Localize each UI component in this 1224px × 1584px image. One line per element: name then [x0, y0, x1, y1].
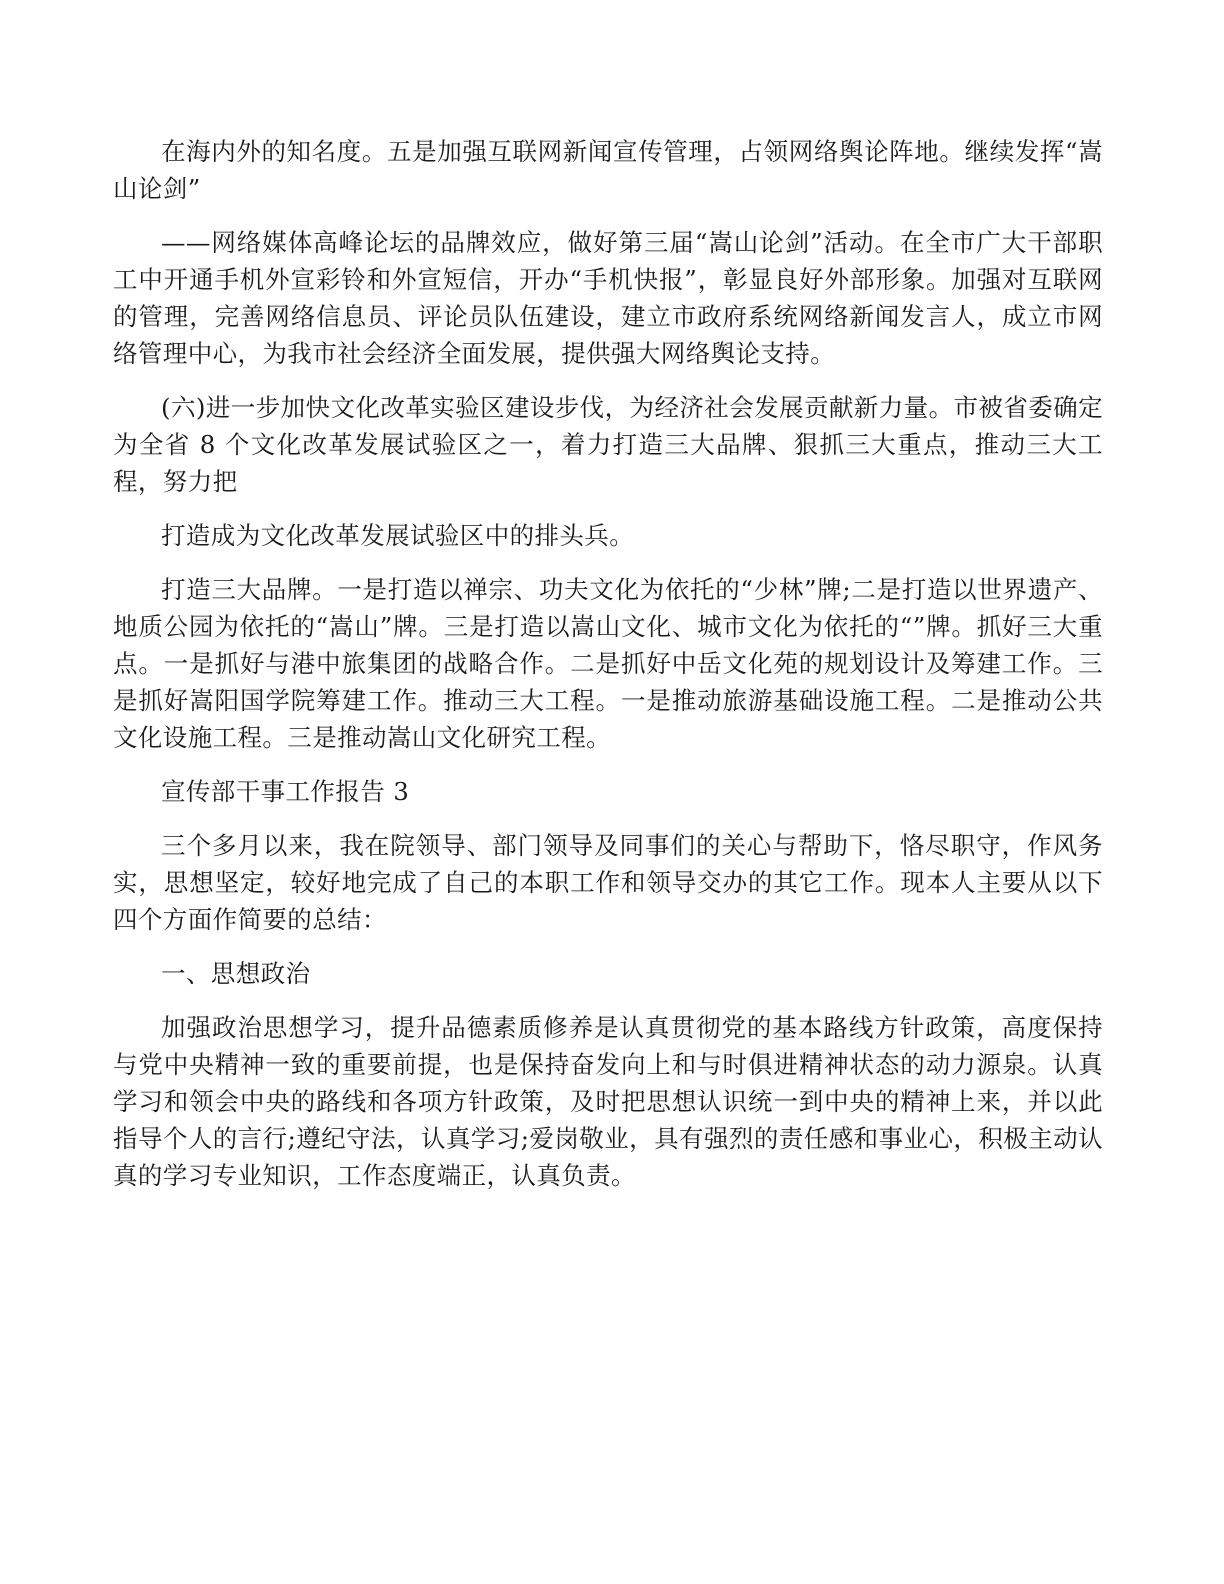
document-page: [113, 133, 1103, 1194]
paragraph-4: 打造成为文化改革发展试验区中的排头兵。: [161, 521, 635, 550]
paragraph-3: (六)进一步加快文化改革实验区建设步伐，为经济社会发展贡献新力量。市被省委确定为全省 8 个文化改革发展试验区之一，着力打造三大品牌、狠抓三大重点，推动三大工程，努力把: [113, 393, 1103, 496]
paragraph-1: 在海内外的知名度。五是加强互联网新闻宣传管理，占领网络舆论阵地。继续发挥“嵩山论剑”: [113, 137, 1103, 203]
paragraph-7: 三个多月以来，我在院领导、部门领导及同事们的关心与帮助下，恪尽职守，作风务实，思想坚定，较好地完成了自己的本职工作和领导交办的其它工作。现本人主要从以下四个方面作简要的总结：: [113, 831, 1103, 934]
paragraph-5: 打造三大品牌。一是打造以禅宗、功夫文化为依托的“少林”牌;二是打造以世界遗产、地质公园为依托的“嵩山”牌。三是打造以嵩山文化、城市文化为依托的“”牌。抓好三大重点。一是抓好与港中旅集团的战略合作。二是抓好中岳文化苑的规划设计及筹建工作。三是抓好嵩阳国学院筹建工作。推动三大工程。一是推动旅游基础设施工程。二是推动公共文化设施工程。三是推动嵩山文化研究工程。: [113, 575, 1103, 752]
section-heading-politics: 一、思想政治: [161, 959, 311, 988]
paragraph-9: 加强政治思想学习，提升品德素质修养是认真贯彻党的基本路线方针政策，高度保持与党中央精神一致的重要前提，也是保持奋发向上和与时俱进精神状态的动力源泉。认真学习和领会中央的路线和各项方针政策，及时把思想认识统一到中央的精神上来，并以此指导个人的言行;遵纪守法，认真学习;爱岗敬业，具有强烈的责任感和事业心，积极主动认真的学习专业知识，工作态度端正，认真负责。: [113, 1013, 1103, 1190]
section-title-report-3: 宣传部干事工作报告 3: [161, 777, 410, 806]
paragraph-2: ——网络媒体高峰论坛的品牌效应，做好第三届“嵩山论剑”活动。在全市广大干部职工中开通手机外宣彩铃和外宣短信，开办“手机快报”，彰显良好外部形象。加强对互联网的管理，完善网络信息员、评论员队伍建设，建立市政府系统网络新闻发言人，成立市网络管理中心，为我市社会经济全面发展，提供强大网络舆论支持。: [113, 228, 1103, 368]
